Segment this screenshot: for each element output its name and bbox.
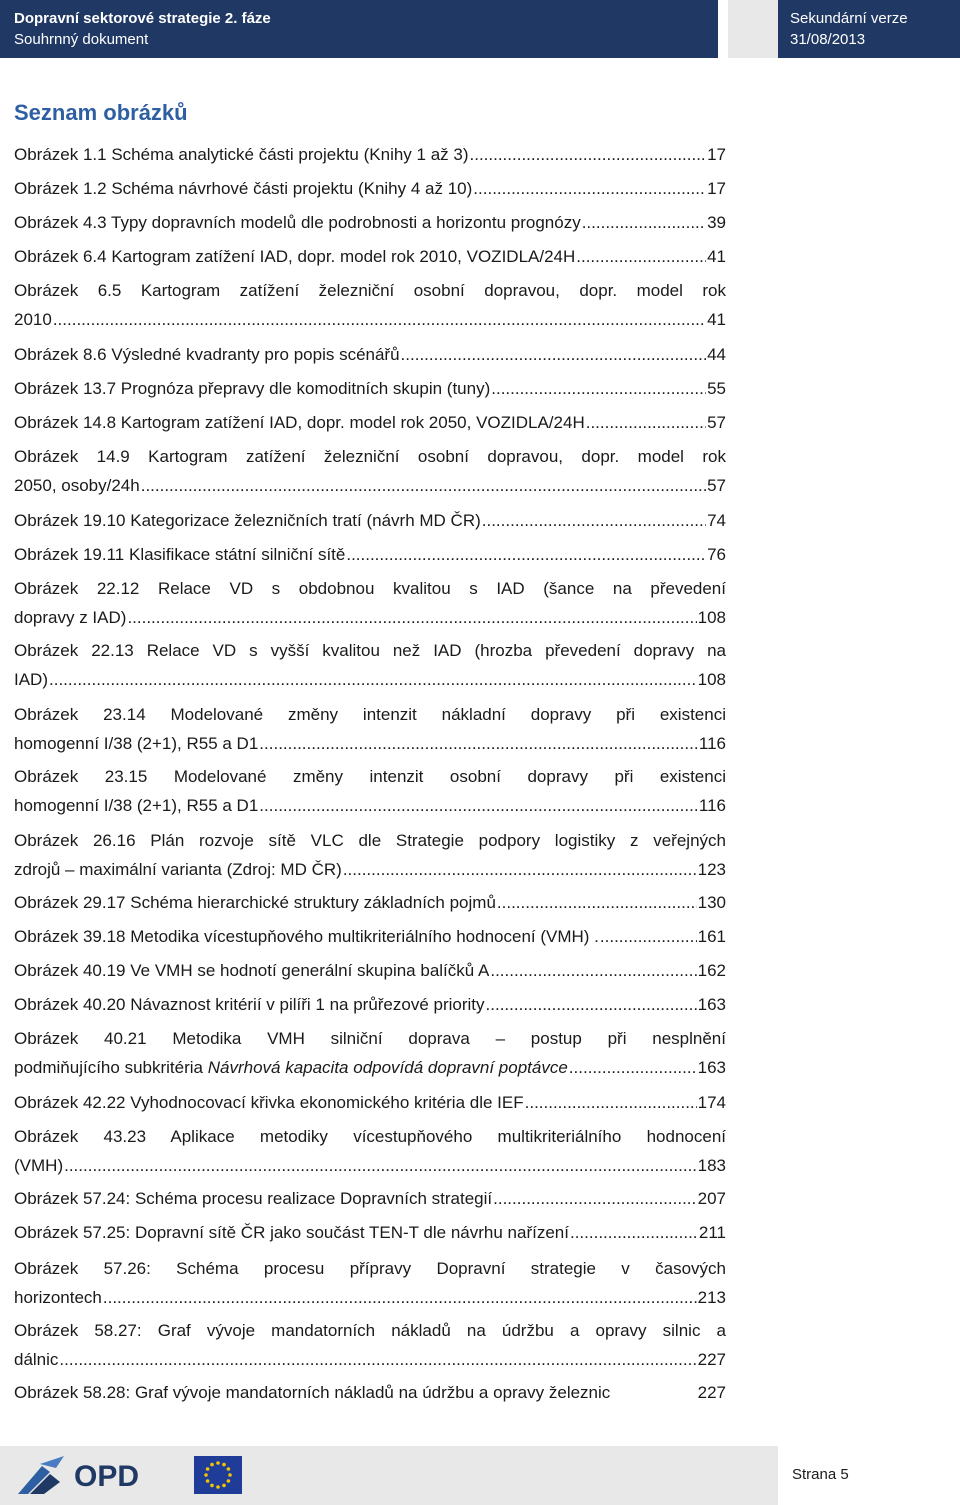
figure-caption: Obrázek 43.23 Aplikace metodiky vícestupňového multikriteriálního hodnocení [14,1127,726,1146]
dot-leader [482,506,706,535]
figure-caption: Obrázek 19.11 Klasifikace státní silniční sítě [14,545,346,564]
figure-entry[interactable] [14,506,726,535]
dot-leader [525,1088,697,1117]
figure-caption: Obrázek 13.7 Prognóza přepravy dle komoditních skupin (tuny) [14,379,491,398]
figure-caption: Obrázek 6.4 Kartogram zatížení IAD, dopr. model rok 2010, VOZIDLA/24H [14,247,576,266]
figure-caption: Obrázek 14.8 Kartogram zatížení IAD, dopr. model rok 2050, VOZIDLA/24H [14,413,585,432]
logo-text: OPD [74,1460,140,1493]
page-ref: 39 [707,213,726,232]
dot-leader [259,729,698,758]
eu-star-icon [227,1479,231,1483]
figure-caption-continuation [14,1053,568,1082]
figure-entry[interactable] [14,826,726,884]
dot-leader [103,1283,697,1312]
figure-caption: Obrázek 39.18 Metodika vícestupňového multikriteriálního hodnocení (VMH) . [14,927,599,946]
figure-caption-continuation: 2010 [14,310,52,329]
page-ref: 41 [707,310,726,329]
figure-caption: Obrázek 57.26: Schéma procesu přípravy Dopravní strategie v časových [14,1259,726,1278]
dot-leader [64,1151,697,1180]
figure-caption: Obrázek 22.12 Relace VD s obdobnou kvalitou s IAD (šance na převedení [14,579,726,598]
page-ref: 116 [698,796,726,815]
dot-leader [259,791,698,820]
page-ref: 57 [707,413,726,432]
figure-entry[interactable] [14,174,726,203]
figure-entry[interactable] [14,922,726,951]
figure-entry[interactable] [14,374,726,403]
figure-caption: Obrázek 8.6 Výsledné kvadranty pro popis scénářů [14,345,400,364]
figure-caption: Obrázek 26.16 Plán rozvoje sítě VLC dle Strategie podpory logistiky z veřejných [14,831,726,850]
eu-star-icon [216,1461,220,1465]
page-ref: 123 [697,860,726,879]
eu-star-icon [204,1473,208,1477]
dot-leader [473,174,706,203]
dot-leader [493,1184,696,1213]
figure-entry[interactable] [14,242,726,271]
page-ref: 108 [697,608,726,627]
page-ref: 161 [697,927,726,946]
figure-entry[interactable] [14,140,726,169]
document-title: Dopravní sektorové strategie 2. fáze [14,10,271,27]
caption-italic-text: Návrhová kapacita odpovídá dopravní poptávce [207,1058,568,1077]
dot-leader [346,540,706,569]
page-ref: 163 [697,1058,726,1077]
page-ref: 162 [697,961,726,980]
figure-caption-continuation: dopravy z IAD) [14,608,127,627]
figure-entry[interactable] [14,574,726,632]
figure-entry[interactable] [14,1218,726,1247]
figure-caption: Obrázek 40.20 Návaznost kritérií v pilíři 1 na průřezové priority [14,995,485,1014]
page-ref: 116 [698,734,726,753]
figure-entry[interactable] [14,956,726,985]
figure-entry[interactable] [14,1254,726,1312]
page-ref: 76 [707,545,726,564]
page-ref: 174 [697,1093,726,1112]
document-subtitle: Souhrnný dokument [14,31,149,48]
page-ref: 17 [707,179,726,198]
page-ref: 213 [697,1288,726,1307]
page-ref: 41 [707,247,726,266]
figure-caption-continuation: (VMH) [14,1156,64,1175]
dot-leader [141,471,706,500]
figure-caption: Obrázek 57.25: Dopravní sítě ČR jako součást TEN-T dle návrhu nařízení [14,1223,569,1242]
page-ref: 57 [707,476,726,495]
figure-entry[interactable] [14,888,726,917]
page-ref: 183 [697,1156,726,1175]
dot-leader [53,305,706,334]
dot-leader [486,990,697,1019]
dot-leader [570,1218,698,1247]
page-ref: 207 [697,1189,726,1208]
eu-flag-icon [194,1456,242,1494]
page-ref: 55 [707,379,726,398]
figure-caption: Obrázek 42.22 Vyhodnocovací křivka ekonomického kritéria dle IEF [14,1093,524,1112]
figure-entry[interactable] [14,408,726,437]
dot-leader [582,208,706,237]
figure-entry[interactable] [14,762,726,820]
eu-star-icon [222,1463,226,1467]
list-of-figures-heading: Seznam obrázků [14,100,188,125]
figure-caption: Obrázek 22.13 Relace VD s vyšší kvalitou než IAD (hrozba převedení dopravy na [14,641,726,660]
figure-caption: Obrázek 40.21 Metodika VMH silniční doprava – postup při nesplnění [14,1029,726,1048]
page-ref: 211 [698,1223,726,1242]
figure-caption-continuation: IAD) [14,670,48,689]
figure-caption: Obrázek 29.17 Schéma hierarchické struktury základních pojmů [14,893,496,912]
figure-caption-continuation: zdrojů – maximální varianta (Zdroj: MD ČR) [14,860,342,879]
figure-entry[interactable] [14,1316,726,1374]
figure-caption: Obrázek 1.2 Schéma návrhové části projektu (Knihy 4 až 10) [14,179,473,198]
eu-star-icon [210,1484,214,1488]
eu-star-icon [210,1463,214,1467]
figure-caption-continuation: 2050, osoby/24h [14,476,140,495]
header-version-block [778,0,960,58]
dot-leader [127,603,696,632]
header-spacer [728,0,778,58]
dot-leader [59,1345,696,1374]
dot-leader [600,922,697,951]
figure-entry[interactable] [14,1378,726,1407]
eu-star-icon [222,1484,226,1488]
figure-caption-continuation: homogenní I/38 (2+1), R55 a D1 [14,734,259,753]
figure-caption: Obrázek 57.24: Schéma procesu realizace Dopravních strategií [14,1189,493,1208]
figure-entry[interactable] [14,636,726,694]
dot-leader [49,665,697,694]
figure-entry[interactable] [14,990,726,1019]
figure-caption: Obrázek 23.14 Modelované změny intenzit nákladní dopravy při existenci [14,705,726,724]
dot-leader [576,242,706,271]
caption-text: podmiňujícího subkritéria [14,1058,208,1077]
figure-caption-continuation: horizontech [14,1288,102,1307]
footer-page-block [778,1446,960,1505]
document-date: 31/08/2013 [790,31,866,48]
dot-leader [491,374,706,403]
figure-entry[interactable] [14,700,726,758]
page-ref: 17 [707,145,726,164]
document-version: Sekundární verze [790,10,908,27]
figure-caption: Obrázek 58.27: Graf vývoje mandatorních nákladů na údržbu a opravy silnic a [14,1321,726,1340]
figure-caption: Obrázek 58.28: Graf vývoje mandatorních nákladů na údržbu a opravy železnic [14,1383,611,1402]
dot-leader [401,340,707,369]
page-ref: 130 [697,893,726,912]
figure-entry[interactable] [14,540,726,569]
figure-entry[interactable] [14,1122,726,1180]
figure-caption: Obrázek 40.19 Ve VMH se hodnotí generální skupina balíčků A [14,961,490,980]
figure-caption-continuation: homogenní I/38 (2+1), R55 a D1 [14,796,259,815]
dot-leader [569,1053,697,1082]
dot-leader [497,888,697,917]
figure-entry[interactable] [14,1184,726,1213]
opd-logo [16,1452,246,1498]
figure-entry[interactable] [14,442,726,500]
dot-leader [343,855,697,884]
eu-star-icon [228,1473,232,1477]
dot-leader [490,956,696,985]
figure-caption: Obrázek 4.3 Typy dopravních modelů dle podrobnosti a horizontu prognózy [14,213,581,232]
page-ref: 227 [697,1383,726,1402]
figure-entry[interactable] [14,1088,726,1117]
eu-star-icon [206,1479,210,1483]
dot-leader [586,408,706,437]
figure-caption: Obrázek 19.10 Kategorizace železničních tratí (návrh MD ČR) [14,511,481,530]
figure-caption: Obrázek 23.15 Modelované změny intenzit osobní dopravy při existenci [14,767,726,786]
page-ref: 74 [707,511,726,530]
figure-entry[interactable] [14,1024,726,1082]
figure-caption: Obrázek 6.5 Kartogram zatížení železniční osobní dopravou, dopr. model rok [14,281,726,300]
page-ref: 163 [697,995,726,1014]
page-ref: 108 [697,670,726,689]
page-ref: 227 [697,1350,726,1369]
opd-swoosh-icon [18,1456,64,1494]
page-number: Strana 5 [792,1466,849,1483]
eu-star-icon [206,1467,210,1471]
figure-entry[interactable] [14,340,726,369]
figure-caption: Obrázek 1.1 Schéma analytické části projektu (Knihy 1 až 3) [14,145,469,164]
figure-entry[interactable] [14,208,726,237]
figure-entry[interactable] [14,276,726,334]
figure-caption: Obrázek 14.9 Kartogram zatížení železniční osobní dopravou, dopr. model rok [14,447,726,466]
dot-leader [470,140,707,169]
page-ref: 44 [707,345,726,364]
eu-star-icon [216,1485,220,1489]
eu-star-icon [227,1467,231,1471]
header-title-block [0,0,718,58]
figure-caption-continuation: dálnic [14,1350,59,1369]
